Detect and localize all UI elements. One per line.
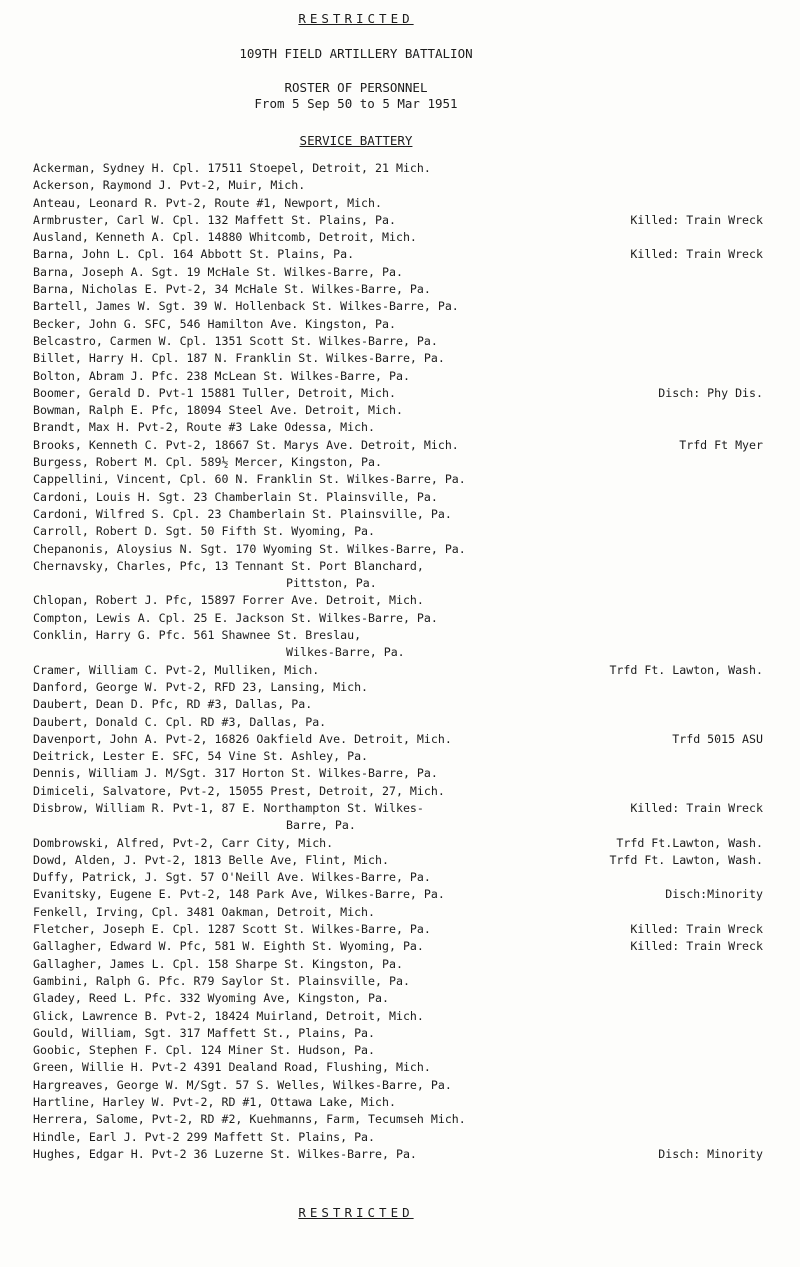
roster-entry (33, 1146, 763, 1163)
roster-entry-text: Dombrowski, Alfred, Pvt-2, Carr City, Mich. (33, 835, 334, 850)
roster-entry-text: Ackerman, Sydney H. Cpl. 17511 Stoepel, Detroit, 21 Mich. (33, 161, 431, 175)
roster-entry-remark: Killed: Train Wreck (630, 800, 763, 815)
roster-entry-line (33, 333, 763, 350)
roster-entry (33, 938, 763, 955)
roster-entry (33, 1059, 763, 1076)
roster-entry-continuation: Barre, Pa. (286, 818, 356, 833)
roster-entry-line (33, 1111, 763, 1128)
roster-entry-text: Boomer, Gerald D. Pvt-1 15881 Tuller, Detroit, Mich. (33, 385, 396, 400)
roster-entry-line (33, 938, 763, 955)
roster-entry-line (33, 1077, 763, 1094)
roster-entry (33, 558, 763, 593)
roster-entry-text: Disbrow, William R. Pvt-1, 87 E. Northampton St. Wilkes- (33, 800, 424, 815)
roster-entry-text: Duffy, Patrick, J. Sgt. 57 O'Neill Ave. Wilkes-Barre, Pa. (33, 870, 431, 885)
roster-entry-remark: Trfd Ft. Lawton, Wash. (609, 662, 763, 677)
roster-entry (33, 350, 763, 367)
roster-entry-text: Billet, Harry H. Cpl. 187 N. Franklin St. Wilkes-Barre, Pa. (33, 351, 445, 366)
roster-entry-line (33, 592, 763, 609)
roster-entry-text: Gambini, Ralph G. Pfc. R79 Saylor St. Plainsville, Pa. (33, 973, 410, 988)
roster-entry-text: Chernavsky, Charles, Pfc, 13 Tennant St. Port Blanchard, (33, 558, 424, 573)
roster-entry (33, 506, 763, 523)
roster-entry (33, 904, 763, 921)
roster-entry-line (33, 1059, 763, 1076)
roster-entry-line (33, 610, 763, 627)
roster-entry (33, 921, 763, 938)
roster-entry-text: Dennis, William J. M/Sgt. 317 Horton St. Wilkes-Barre, Pa. (33, 766, 438, 781)
roster-entry (33, 471, 763, 488)
roster-entry-line (33, 471, 763, 488)
roster-entry (33, 696, 763, 713)
roster-entry-text: Anteau, Leonard R. Pvt-2, Route #1, Newport, Mich. (33, 195, 383, 210)
roster-entry-text: Barna, Nicholas E. Pvt-2, 34 McHale St. Wilkes-Barre, Pa. (33, 282, 431, 297)
roster-entry (33, 990, 763, 1007)
roster-entry-remark: Killed: Train Wreck (630, 212, 763, 227)
roster-entry-line (33, 1025, 763, 1042)
document-title: ROSTER OF PERSONNEL (284, 80, 428, 95)
roster-entry (33, 627, 763, 662)
roster-entry (33, 454, 763, 471)
roster-entry-remark: Trfd 5015 ASU (672, 731, 763, 746)
roster-entry-text: Cardoni, Wilfred S. Cpl. 23 Chamberlain St. Plainsville, Pa. (33, 506, 452, 521)
roster-entry-line (33, 696, 763, 713)
roster-entry-line (33, 1042, 763, 1059)
roster-entry-line (33, 1129, 763, 1146)
roster-entry-line (33, 990, 763, 1007)
roster-entry (33, 368, 763, 385)
roster-entry-line (33, 852, 763, 869)
roster-entry-remark: Trfd Ft. Lawton, Wash. (609, 852, 763, 867)
roster-entry-line (33, 177, 763, 194)
roster-entry-text: Danford, George W. Pvt-2, RFD 23, Lansing, Mich. (33, 679, 369, 694)
roster-entry-line (33, 541, 763, 558)
roster-entry-line (33, 281, 763, 298)
roster-entry-remark: Killed: Train Wreck (630, 247, 763, 262)
roster-entry (33, 1008, 763, 1025)
roster-entry-text: Brandt, Max H. Pvt-2, Route #3 Lake Odessa, Mich. (33, 420, 376, 435)
roster-entry-text: Dowd, Alden, J. Pvt-2, 1813 Belle Ave, Flint, Mich. (33, 852, 389, 867)
roster-entry-line (33, 419, 763, 436)
roster-entry (33, 765, 763, 782)
roster-entry (33, 835, 763, 852)
roster-entry-line (33, 1008, 763, 1025)
roster-entry-line (33, 921, 763, 938)
roster-entry-text: Bartell, James W. Sgt. 39 W. Hollenback St. Wilkes-Barre, Pa. (33, 299, 459, 314)
roster-entry-remark: Disch:Minority (665, 887, 763, 902)
roster-entry-line (33, 316, 763, 333)
roster-entry-text: Gallagher, Edward W. Pfc, 581 W. Eighth St. Wyoming, Pa. (33, 939, 424, 954)
roster-entry-line (33, 489, 763, 506)
roster-entry-remark: Killed: Train Wreck (630, 922, 763, 937)
roster-entry (33, 852, 763, 869)
roster-entry (33, 886, 763, 903)
roster-entry (33, 1129, 763, 1146)
roster-entry-line (33, 714, 763, 731)
roster-entry (33, 489, 763, 506)
roster-entry-line (33, 800, 763, 817)
roster-entry-line (33, 835, 763, 852)
roster-entry-continuation: Wilkes-Barre, Pa. (286, 645, 405, 660)
roster-entry-line (33, 765, 763, 782)
roster-entry-text: Hughes, Edgar H. Pvt-2 36 Luzerne St. Wilkes-Barre, Pa. (33, 1146, 417, 1161)
roster-entry-text: Gladey, Reed L. Pfc. 332 Wyoming Ave, Kingston, Pa. (33, 991, 389, 1006)
roster-entry-text: Goobic, Stephen F. Cpl. 124 Miner St. Hudson, Pa. (33, 1043, 376, 1058)
roster-entry-text: Becker, John G. SFC, 546 Hamilton Ave. Kingston, Pa. (33, 316, 396, 331)
roster-entry-text: Barna, John L. Cpl. 164 Abbott St. Plains, Pa. (33, 247, 355, 262)
roster-entry-line (33, 437, 763, 454)
roster-entry-line (33, 679, 763, 696)
roster-entry (33, 1111, 763, 1128)
roster-entry-text: Bowman, Ralph E. Pfc, 18094 Steel Ave. Detroit, Mich. (33, 403, 403, 418)
roster-entry-line (33, 350, 763, 367)
roster-entry (33, 264, 763, 281)
roster-entry-line (33, 886, 763, 903)
roster-entry (33, 177, 763, 194)
roster-entry-text: Dimiceli, Salvatore, Pvt-2, 15055 Prest, Detroit, 27, Mich. (33, 783, 445, 798)
roster-entry-line (33, 246, 763, 263)
roster-entry (33, 714, 763, 731)
roster-entry (33, 610, 763, 627)
roster-entry-text: Green, Willie H. Pvt-2 4391 Dealand Road, Flushing, Mich. (33, 1060, 431, 1075)
roster-entry-line (33, 402, 763, 419)
battery-title: SERVICE BATTERY (299, 133, 413, 148)
roster-entry (33, 419, 763, 436)
roster-entry-line (33, 368, 763, 385)
roster-list (33, 160, 763, 1163)
roster-entry-line (33, 904, 763, 921)
roster-entry (33, 541, 763, 558)
roster-entry-text: Fenkell, Irving, Cpl. 3481 Oakman, Detroit, Mich. (33, 904, 376, 919)
roster-entry-line (33, 558, 763, 575)
roster-entry-line (33, 160, 763, 177)
roster-entry-text: Gallagher, James L. Cpl. 158 Sharpe St. Kingston, Pa. (33, 956, 403, 971)
roster-entry (33, 800, 763, 835)
roster-entry (33, 973, 763, 990)
roster-entry (33, 731, 763, 748)
roster-entry (33, 195, 763, 212)
roster-entry (33, 956, 763, 973)
roster-entry (33, 869, 763, 886)
roster-entry-line (33, 298, 763, 315)
roster-entry (33, 212, 763, 229)
roster-entry (33, 316, 763, 333)
roster-entry-line (33, 385, 763, 402)
roster-entry (33, 1025, 763, 1042)
roster-entry-remark: Trfd Ft Myer (679, 437, 763, 452)
roster-entry (33, 748, 763, 765)
roster-entry-line (33, 1146, 763, 1163)
roster-entry (33, 246, 763, 263)
roster-entry (33, 437, 763, 454)
roster-entry-line (33, 229, 763, 246)
roster-entry-text: Armbruster, Carl W. Cpl. 132 Maffett St. Plains, Pa. (33, 212, 396, 227)
roster-entry-text: Evanitsky, Eugene E. Pvt-2, 148 Park Ave, Wilkes-Barre, Pa. (33, 887, 445, 902)
roster-entry (33, 281, 763, 298)
roster-entry (33, 679, 763, 696)
roster-entry-line (33, 748, 763, 765)
roster-entry-text: Carroll, Robert D. Sgt. 50 Fifth St. Wyoming, Pa. (33, 524, 376, 539)
roster-entry (33, 783, 763, 800)
classification-header: RESTRICTED (298, 11, 414, 26)
roster-entry (33, 1042, 763, 1059)
roster-entry-text: Cramer, William C. Pvt-2, Mulliken, Mich. (33, 662, 320, 677)
roster-entry-text: Belcastro, Carmen W. Cpl. 1351 Scott St. Wilkes-Barre, Pa. (33, 333, 438, 348)
roster-entry-text: Chepanonis, Aloysius N. Sgt. 170 Wyoming St. Wilkes-Barre, Pa. (33, 541, 466, 556)
roster-entry-text: Ackerson, Raymond J. Pvt-2, Muir, Mich. (33, 178, 306, 193)
roster-entry-remark: Disch: Minority (658, 1146, 763, 1161)
roster-entry-line (33, 956, 763, 973)
roster-entry-text: Herrera, Salome, Pvt-2, RD #2, Kuehmanns, Farm, Tecumseh Mich. (33, 1112, 466, 1127)
roster-entry-text: Cardoni, Louis H. Sgt. 23 Chamberlain St. Plainsville, Pa. (33, 489, 438, 504)
roster-entry (33, 333, 763, 350)
roster-entry-remark: Trfd Ft.Lawton, Wash. (616, 835, 763, 850)
roster-entry-text: Hindle, Earl J. Pvt-2 299 Maffett St. Plains, Pa. (33, 1129, 376, 1144)
roster-entry-line (33, 627, 763, 644)
roster-entry-text: Gould, William, Sgt. 317 Maffett St., Plains, Pa. (33, 1025, 376, 1040)
roster-entry-text: Bolton, Abram J. Pfc. 238 McLean St. Wilkes-Barre, Pa. (33, 368, 410, 383)
roster-entry-text: Daubert, Dean D. Pfc, RD #3, Dallas, Pa. (33, 697, 313, 712)
roster-entry-remark: Disch: Phy Dis. (658, 385, 763, 400)
unit-title: 109TH FIELD ARTILLERY BATTALION (239, 46, 473, 61)
roster-entry (33, 523, 763, 540)
roster-entry-text: Daubert, Donald C. Cpl. RD #3, Dallas, Pa. (33, 714, 327, 729)
roster-entry-line (33, 1094, 763, 1111)
roster-entry-text: Hartline, Harley W. Pvt-2, RD #1, Ottawa Lake, Mich. (33, 1095, 396, 1110)
roster-entry-line (33, 264, 763, 281)
roster-entry-line (33, 212, 763, 229)
roster-entry (33, 592, 763, 609)
roster-entry-line (33, 506, 763, 523)
roster-entry-text: Barna, Joseph A. Sgt. 19 McHale St. Wilkes-Barre, Pa. (33, 264, 403, 279)
roster-entry-text: Conklin, Harry G. Pfc. 561 Shawnee St. Breslau, (33, 628, 362, 643)
roster-entry-line (33, 869, 763, 886)
classification-footer: RESTRICTED (298, 1205, 414, 1220)
roster-entry-line (33, 523, 763, 540)
roster-entry (33, 1094, 763, 1111)
roster-entry-text: Glick, Lawrence B. Pvt-2, 18424 Muirland, Detroit, Mich. (33, 1008, 424, 1023)
roster-entry-text: Chlopan, Robert J. Pfc, 15897 Forrer Ave. Detroit, Mich. (33, 593, 424, 608)
roster-entry-line (33, 195, 763, 212)
roster-entry-text: Compton, Lewis A. Cpl. 25 E. Jackson St. Wilkes-Barre, Pa. (33, 610, 438, 625)
roster-entry-text: Ausland, Kenneth A. Cpl. 14880 Whitcomb, Detroit, Mich. (33, 230, 417, 245)
roster-entry-text: Deitrick, Lester E. SFC, 54 Vine St. Ashley, Pa. (33, 749, 369, 764)
roster-entry (33, 160, 763, 177)
roster-entry (33, 1077, 763, 1094)
roster-entry (33, 298, 763, 315)
roster-entry-text: Fletcher, Joseph E. Cpl. 1287 Scott St. Wilkes-Barre, Pa. (33, 922, 431, 937)
roster-entry-line (33, 973, 763, 990)
roster-entry-text: Cappellini, Vincent, Cpl. 60 N. Franklin St. Wilkes-Barre, Pa. (33, 472, 466, 487)
roster-entry-text: Burgess, Robert M. Cpl. 589½ Mercer, Kingston, Pa. (33, 455, 383, 470)
roster-entry-continuation: Pittston, Pa. (286, 576, 377, 591)
roster-period: From 5 Sep 50 to 5 Mar 1951 (254, 96, 458, 111)
roster-entry-line (33, 454, 763, 471)
roster-entry (33, 662, 763, 679)
roster-entry-line (33, 783, 763, 800)
roster-entry-line (33, 731, 763, 748)
roster-entry-remark: Killed: Train Wreck (630, 939, 763, 954)
roster-entry (33, 385, 763, 402)
roster-entry (33, 229, 763, 246)
roster-entry-text: Davenport, John A. Pvt-2, 16826 Oakfield Ave. Detroit, Mich. (33, 731, 452, 746)
roster-entry-text: Hargreaves, George W. M/Sgt. 57 S. Welles, Wilkes-Barre, Pa. (33, 1077, 452, 1092)
roster-entry-text: Brooks, Kenneth C. Pvt-2, 18667 St. Marys Ave. Detroit, Mich. (33, 437, 459, 452)
roster-entry-line (33, 662, 763, 679)
roster-entry (33, 402, 763, 419)
